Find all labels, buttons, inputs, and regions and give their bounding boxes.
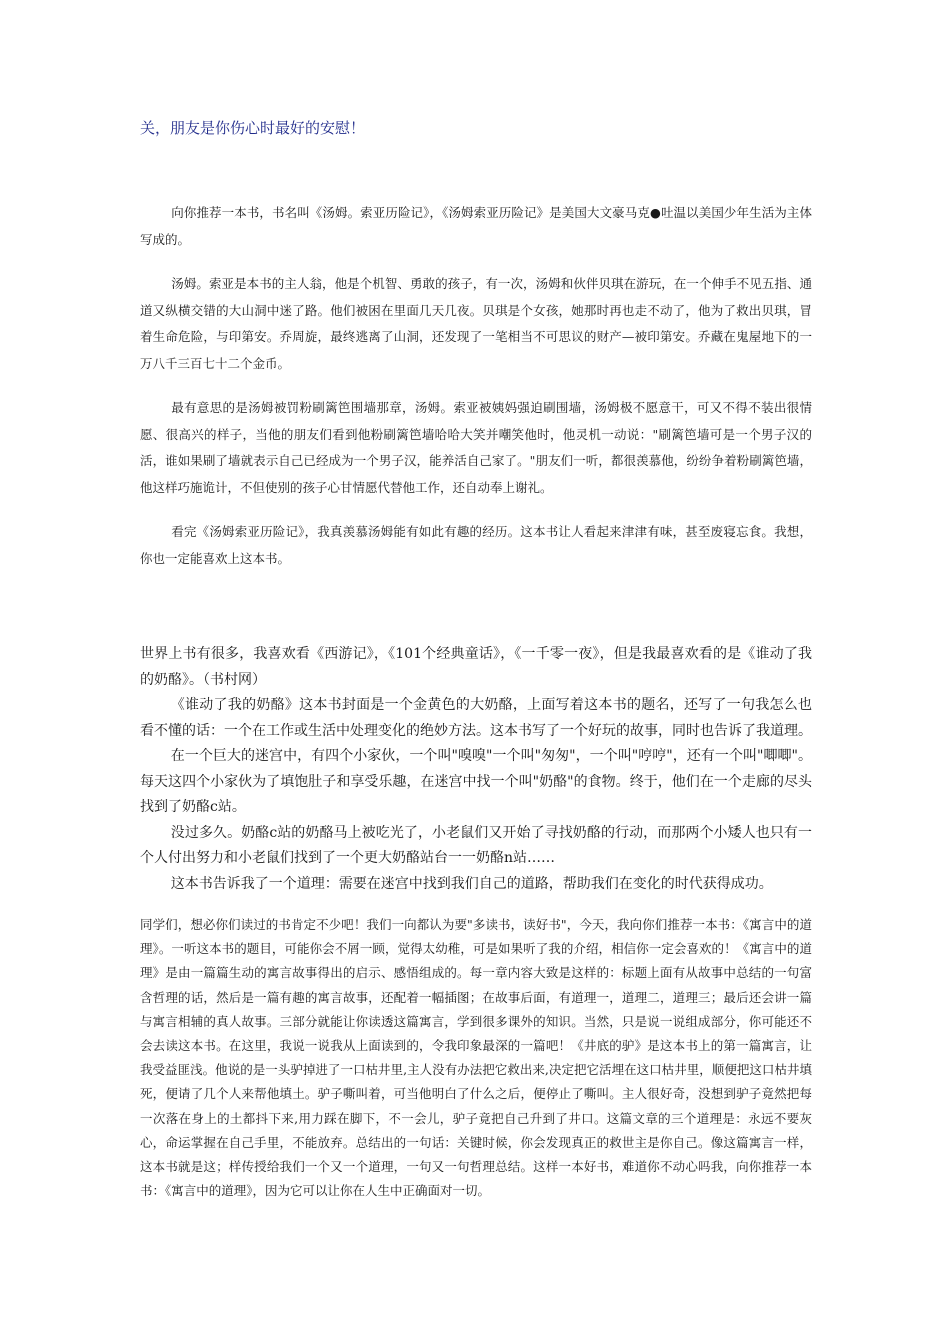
paragraph: 世界上书有很多，我喜欢看《西游记》，《101个经典童话》，《一千零一夜》，但是我最喜欢看的是《谁动了我的奶酪》。（书村网） [140,646,812,688]
paragraph: 同学们，想必你们读过的书肯定不少吧！我们一向都认为要"多读书，读好书"，今天，我向你们推荐一本书：《寓言中的道理》。一听这本书的题目，可能你会不屑一顾，觉得太幼稚，可是如果听了我的介绍，相信你一定会喜欢的！《寓言中的道理》是由一篇篇生动的寓言故事得出的启示、感悟组成的。每一章内容大致是这样的：标题上面有从故事中总结的一句富含哲理的话，然后是一篇有趣的寓言故事，还配着一幅插图；在故事后面，有道理一，道理二，道理三；最后还会讲一篇与寓言相辅的真人故事。三部分就能让你读透这篇寓言，学到很多课外的知识。当然，只是说一说组成部分，你可能还不会去读这本书。在这里，我说一说我从上面读到的，令我印象最深的一篇吧！《井底的驴》是这本书上的第一篇寓言，让我受益匪浅。他说的是一头驴掉进了一口枯井里,主人没有办法把它救出来,决定把它活埋在这口枯井里，顺便把这口枯井填死，便请了几个人来帮他填土。驴子嘶叫着，可当他明白了什么之后，便停止了嘶叫。主人很好奇，没想到驴子竟然把每一次落在身上的土都抖下来,用力踩在脚下，不一会儿，驴子竟把自己升到了井口。这篇文章的三个道理是：永远不要灰心，命运掌握在自己手里，不能放弃。总结出的一句话：关键时候，你会发现真正的救世主是你自己。像这篇寓言一样，这本书就是这；样传授给我们一个又一个道理，一句又一句哲理总结。这样一本好书，难道你不动心吗我，向你推荐一本书：《寓言中的道理》，因为它可以让你在人生中正确面对一切。 [140,917,812,1199]
book-review-cheese [140,642,812,897]
paragraph: 最有意思的是汤姆被罚粉刷篱笆围墙那章，汤姆。索亚被姨妈强迫刷围墙，汤姆极不愿意干，可又不得不装出很情愿、很高兴的样子，当他的朋友们看到他粉刷篱笆墙哈哈大笑并嘲笑他时，他灵机一动说："刷篱笆墙可是一个男子汉的活，谁如果刷了墙就表示自己已经成为一个男子汉，能养活自己家了。"朋友们一听，都很羡慕他，纷纷争着粉刷篱笆墙，他这样巧施诡计，不但使别的孩子心甘情愿代替他工作，还自动奉上谢礼。 [140,400,812,495]
paragraph: 《谁动了我的奶酪》这本书封面是一个金黄色的大奶酪，上面写着这本书的题名，还写了一句我怎么也看不懂的话：一个在工作或生活中处理变化的绝妙方法。这本书写了一个好玩的故事，同时也告诉了我道理。 [140,697,812,739]
paragraph: 汤姆。索亚是本书的主人翁，他是个机智、勇敢的孩子，有一次，汤姆和伙伴贝琪在游玩，在一个伸手不见五指、通道又纵横交错的大山洞中迷了路。他们被困在里面几天几夜。贝琪是个女孩，她那时再也走不动了，他为了救出贝琪，冒着生命危险，与印第安。乔周旋，最终逃离了山洞，还发现了一笔相当不可思议的财产—被印第安。乔藏在鬼屋地下的一万八千三百七十二个金币。 [140,276,812,371]
paragraph: 在一个巨大的迷宫中，有四个小家伙，一个叫"嗅嗅"一个叫"匆匆"，一个叫"哼哼"，还有一个叫"唧唧"。每天这四个小家伙为了填饱肚子和享受乐趣，在迷宫中找一个叫"奶酪"的食物。终于，他们在一个走廊的尽头找到了奶酪c站。 [140,748,812,815]
paragraph: 看完《汤姆索亚历险记》，我真羡慕汤姆能有如此有趣的经历。这本书让人看起来津津有味，甚至废寝忘食。我想，你也一定能喜欢上这本书。 [140,524,812,566]
book-review-fables [140,913,812,1203]
paragraph: 向你推荐一本书，书名叫《汤姆。索亚历险记》，《汤姆索亚历险记》是美国大文豪马克●吐温以美国少年生活为主体写成的。 [140,205,812,247]
book-review-tom-sawyer [140,200,812,590]
paragraph: 没过多久。奶酪c站的奶酪马上被吃光了，小老鼠们又开始了寻找奶酪的行动，而那两个小矮人也只有一个人付出努力和小老鼠们找到了一个更大奶酪站台一一奶酪n站…… [140,824,812,866]
page-heading: 关，朋友是你伤心时最好的安慰！ [140,119,366,137]
paragraph: 这本书告诉我了一个道理：需要在迷宫中找到我们自己的道路，帮助我们在变化的时代获得成功。 [170,875,773,892]
